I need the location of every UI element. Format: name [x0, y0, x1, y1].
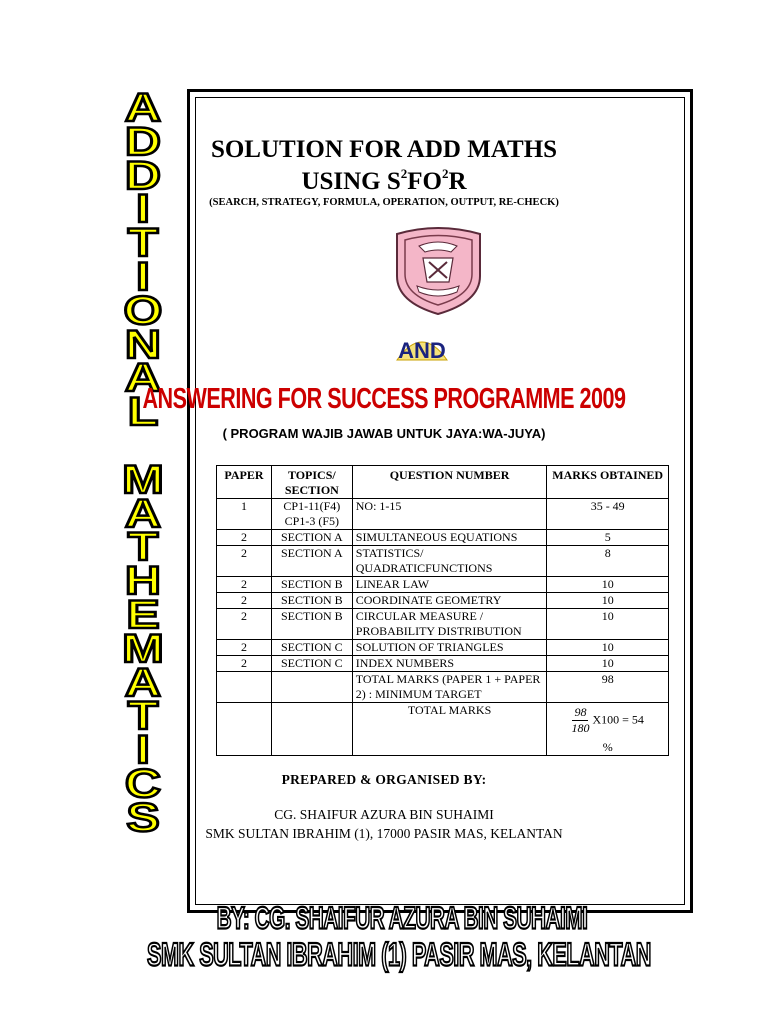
- cell-marks: 10: [547, 593, 669, 609]
- cell-section: SECTION C: [271, 656, 352, 672]
- cell-topic: TOTAL MARKS: [352, 703, 547, 756]
- document-subtitle: (SEARCH, STRATEGY, FORMULA, OPERATION, OUTPUT, RE-CHECK): [209, 197, 559, 208]
- header-paper: PAPER: [217, 466, 272, 499]
- cell-paper: 1: [217, 499, 272, 530]
- cell-marks: 10: [547, 609, 669, 640]
- cell-section: CP1-11(F4) CP1-3 (F5): [271, 499, 352, 530]
- and-logo: [393, 320, 451, 366]
- title-sup-2: 2: [442, 166, 449, 181]
- side-title-letter: A: [124, 660, 162, 705]
- table-row: [217, 530, 669, 546]
- table-row-total-percentage: [217, 703, 669, 756]
- side-title-letter: M: [122, 457, 164, 502]
- fraction: [571, 705, 589, 736]
- header-marks-obtained: MARKS OBTAINED: [547, 466, 669, 499]
- cell-paper: 2: [217, 530, 272, 546]
- programme-subtitle: ( PROGRAM WAJIB JAWAB UNTUK JAYA:WA-JUYA): [222, 426, 546, 441]
- and-logo-text: AND: [398, 338, 446, 363]
- cell-marks: 10: [547, 577, 669, 593]
- side-title-letter: N: [124, 322, 162, 367]
- footer-author-text: BY: CG. SHAIFUR AZURA BIN SUHAIMI: [216, 900, 588, 936]
- cell-marks-percentage: [547, 703, 669, 756]
- cell-marks: 98: [547, 672, 669, 703]
- side-title-letter: L: [127, 390, 159, 435]
- cell-topic: SOLUTION OF TRIANGLES: [352, 640, 547, 656]
- cell-paper: 2: [217, 609, 272, 640]
- cell-topic: LINEAR LAW: [352, 577, 547, 593]
- cell-section: [271, 703, 352, 756]
- title-part-b: FO: [407, 168, 442, 195]
- side-title-letter: H: [124, 559, 162, 604]
- side-title-letter: I: [136, 187, 150, 232]
- table-row: [217, 672, 669, 703]
- cell-section: [271, 672, 352, 703]
- fraction-tail: X100 = 54: [592, 712, 644, 727]
- table-row: [217, 640, 669, 656]
- side-title-letter: I: [136, 728, 150, 773]
- cell-topic: SIMULTANEOUS EQUATIONS: [352, 530, 547, 546]
- side-title-letter: E: [126, 592, 160, 637]
- title-part-a: USING S: [301, 168, 401, 195]
- side-title-letter: D: [124, 153, 162, 198]
- cell-topic: INDEX NUMBERS: [352, 656, 547, 672]
- fraction-denominator: 180: [571, 721, 590, 735]
- side-title-letter: M: [122, 626, 164, 671]
- cell-paper: [217, 703, 272, 756]
- document-title-line2: [0, 166, 768, 196]
- cell-section: SECTION A: [271, 530, 352, 546]
- side-title-letter: T: [127, 694, 159, 739]
- header-question-number: QUESTION NUMBER: [352, 466, 547, 499]
- table-body: [217, 499, 669, 756]
- cell-marks: 10: [547, 656, 669, 672]
- footer-school-text: SMK SULTAN IBRAHIM (1) PASIR MAS, KELANTAN: [147, 937, 651, 974]
- title-part-c: R: [448, 168, 467, 195]
- table-header-row: [217, 466, 669, 499]
- cell-topic: CIRCULAR MEASURE / PROBABILITY DISTRIBUTION: [352, 609, 547, 640]
- document-title-line1: SOLUTION FOR ADD MATHS: [210, 136, 558, 163]
- cell-marks: 35 - 49: [547, 499, 669, 530]
- side-title-letter: T: [127, 525, 159, 570]
- cell-marks: 8: [547, 546, 669, 577]
- school-crest-icon: [391, 224, 486, 316]
- cell-topic: NO: 1-15: [352, 499, 547, 530]
- side-title-letter: C: [124, 761, 162, 806]
- cell-paper: 2: [217, 640, 272, 656]
- side-title-letter: A: [124, 86, 162, 130]
- title-sup-1: 2: [400, 166, 408, 181]
- cell-section: SECTION C: [271, 640, 352, 656]
- side-title-letter: O: [123, 288, 163, 333]
- cell-paper: 2: [217, 593, 272, 609]
- marks-table: [216, 465, 669, 756]
- side-title-letter: A: [124, 491, 162, 536]
- cell-topic: STATISTICS/ QUADRATICFUNCTIONS: [352, 546, 547, 577]
- percentage-formula: [550, 705, 665, 736]
- prepared-by-heading: PREPARED & ORGANISED BY:: [281, 772, 487, 787]
- table-row: [217, 593, 669, 609]
- table-row: [217, 577, 669, 593]
- fraction-numerator: 98: [574, 705, 587, 719]
- and-logo-icon: [393, 320, 451, 366]
- school-address: SMK SULTAN IBRAHIM (1), 17000 PASIR MAS, KELANTAN: [205, 826, 563, 841]
- table-row: [217, 609, 669, 640]
- author-name: CG. SHAIFUR AZURA BIN SUHAIMI: [274, 807, 494, 822]
- footer-school-banner: [15, 937, 768, 974]
- cell-section: SECTION A: [271, 546, 352, 577]
- cell-paper: 2: [217, 577, 272, 593]
- cell-paper: [217, 672, 272, 703]
- percentage-unit: %: [602, 740, 613, 754]
- footer-author-banner: [18, 900, 768, 936]
- cell-topic: COORDINATE GEOMETRY: [352, 593, 547, 609]
- side-title-letter: D: [124, 119, 162, 164]
- header-topics-section: TOPICS/ SECTION: [271, 466, 352, 499]
- cell-paper: 2: [217, 546, 272, 577]
- cell-topic: TOTAL MARKS (PAPER 1 + PAPER 2) : MINIMUM TARGET: [352, 672, 547, 703]
- table-row: [217, 656, 669, 672]
- table-row: [217, 499, 669, 530]
- table-row: [217, 546, 669, 577]
- side-title-letter: S: [126, 795, 160, 840]
- cell-marks: 5: [547, 530, 669, 546]
- programme-title: [8, 382, 761, 415]
- programme-title-text: ANSWERING FOR SUCCESS PROGRAMME 2009: [142, 382, 626, 415]
- cell-section: SECTION B: [271, 593, 352, 609]
- cell-marks: 10: [547, 640, 669, 656]
- side-title-letter: I: [136, 254, 150, 299]
- cell-section: SECTION B: [271, 577, 352, 593]
- side-title-letter: A: [124, 356, 162, 401]
- cell-paper: 2: [217, 656, 272, 672]
- side-title-letter: T: [127, 221, 159, 266]
- cell-section: SECTION B: [271, 609, 352, 640]
